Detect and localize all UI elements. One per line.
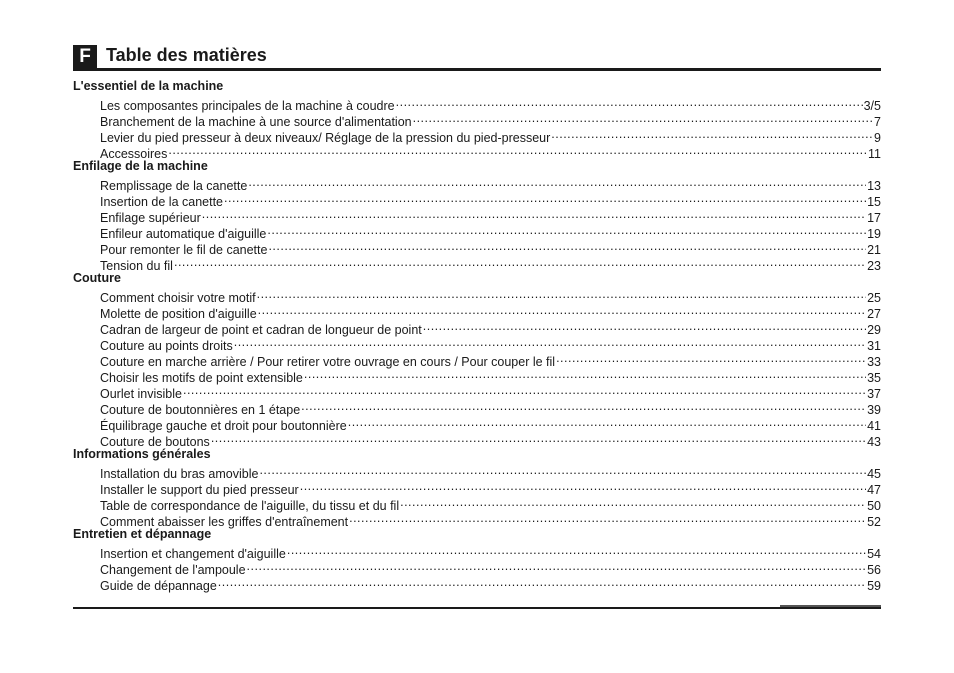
toc-entry-page-number: 13 xyxy=(867,179,881,193)
toc-entry-label: Insertion et changement d'aiguille xyxy=(100,547,286,561)
toc-entry[interactable] xyxy=(73,382,881,401)
toc-entry-label: Couture de boutons xyxy=(100,435,210,449)
toc-entry-leader-dots xyxy=(202,206,866,222)
toc-entry[interactable] xyxy=(73,254,881,273)
top-divider xyxy=(73,68,881,71)
toc-entry-label: Couture au points droits xyxy=(100,339,233,353)
toc-entry-leader-dots xyxy=(168,142,867,158)
toc-entry-page-number: 56 xyxy=(867,563,881,577)
toc-entry-label: Accessoires xyxy=(100,147,168,161)
toc-entry-leader-dots xyxy=(259,462,866,478)
toc-entry-leader-dots xyxy=(234,334,866,350)
toc-entry-page-number: 59 xyxy=(867,579,881,593)
toc-entry-page-number: 11 xyxy=(868,147,881,161)
toc-entry[interactable] xyxy=(73,398,881,417)
toc-entry-leader-dots xyxy=(551,126,873,142)
toc-section-heading: Informations générales xyxy=(73,447,211,461)
toc-entry-leader-dots xyxy=(400,494,866,510)
toc-entry-page-number: 29 xyxy=(867,323,881,337)
page-title: Table des matières xyxy=(106,45,267,65)
toc-entry-label: Installation du bras amovible xyxy=(100,467,259,481)
toc-entry-label: Molette de position d'aiguille xyxy=(100,307,257,321)
toc-entry-page-number: 52 xyxy=(867,515,881,529)
toc-entry[interactable] xyxy=(73,174,881,193)
toc-entry-page-number: 21 xyxy=(867,243,881,257)
toc-entry-label: Équilibrage gauche et droit pour boutonnière xyxy=(100,419,347,433)
toc-entry-label: Branchement de la machine à une source d'alimentation xyxy=(100,115,412,129)
toc-entry-leader-dots xyxy=(301,398,866,414)
toc-entry-leader-dots xyxy=(349,510,866,526)
toc-entry-label: Insertion de la canette xyxy=(100,195,223,209)
toc-entry-page-number: 41 xyxy=(867,419,881,433)
toc-entry-page-number: 47 xyxy=(867,483,881,497)
toc-section-heading: L'essentiel de la machine xyxy=(73,79,224,93)
toc-entry-page-number: 7 xyxy=(874,115,881,129)
toc-entry[interactable] xyxy=(73,142,881,161)
toc-entry-leader-dots xyxy=(248,174,866,190)
toc-entry-leader-dots xyxy=(300,478,866,494)
toc-entry-page-number: 27 xyxy=(867,307,881,321)
toc-entry-page-number: 54 xyxy=(867,547,881,561)
toc-entry-label: Installer le support du pied presseur xyxy=(100,483,299,497)
toc-entry-page-number: 37 xyxy=(867,387,881,401)
toc-entry[interactable] xyxy=(73,542,881,561)
toc-entry-label: Enfileur automatique d'aiguille xyxy=(100,227,267,241)
table-of-contents xyxy=(73,78,881,593)
toc-entry-label: Tension du fil xyxy=(100,259,173,273)
toc-entry-leader-dots xyxy=(183,382,866,398)
toc-entry-leader-dots xyxy=(224,190,866,206)
toc-entry-label: Couture en marche arrière / Pour retirer votre ouvrage en cours / Pour couper le fil xyxy=(100,355,556,369)
toc-entry-page-number: 19 xyxy=(867,227,881,241)
toc-entry-page-number: 35 xyxy=(867,371,881,385)
toc-entry-page-number: 45 xyxy=(867,467,881,481)
toc-entry-label: Couture de boutonnières en 1 étape xyxy=(100,403,301,417)
toc-entry-label: Comment choisir votre motif xyxy=(100,291,256,305)
toc-entry[interactable] xyxy=(73,94,881,113)
toc-entry-page-number: 39 xyxy=(867,403,881,417)
toc-entry-leader-dots xyxy=(556,350,866,366)
toc-entry-leader-dots xyxy=(258,302,866,318)
toc-entry-label: Changement de l'ampoule xyxy=(100,563,246,577)
bottom-divider xyxy=(73,607,881,609)
toc-entry-label: Ourlet invisible xyxy=(100,387,182,401)
toc-entry-label: Enfilage supérieur xyxy=(100,211,201,225)
toc-entry-label: Pour remonter le fil de canette xyxy=(100,243,268,257)
toc-entry-page-number: 33 xyxy=(867,355,881,369)
toc-entry-leader-dots xyxy=(247,558,867,574)
toc-entry[interactable] xyxy=(73,286,881,305)
toc-entry-label: Remplissage de la canette xyxy=(100,179,248,193)
toc-section-heading: Entretien et dépannage xyxy=(73,527,212,541)
toc-section-heading: Couture xyxy=(73,271,121,285)
toc-entry-label: Cadran de largeur de point et cadran de longueur de point xyxy=(100,323,422,337)
toc-entry-label: Levier du pied presseur à deux niveaux/ Réglage de la pression du pied-presseur xyxy=(100,131,551,145)
toc-entry-leader-dots xyxy=(396,94,863,110)
toc-entry-page-number: 17 xyxy=(867,211,881,225)
toc-entry-label: Choisir les motifs de point extensible xyxy=(100,371,303,385)
toc-entry[interactable] xyxy=(73,462,881,481)
toc-entry-page-number: 31 xyxy=(867,339,881,353)
toc-entry-label: Table de correspondance de l'aiguille, du tissu et du fil xyxy=(100,499,400,513)
language-badge: F xyxy=(73,45,97,69)
toc-section-heading: Enfilage de la machine xyxy=(73,159,208,173)
toc-entry-leader-dots xyxy=(257,286,866,302)
toc-entry-leader-dots xyxy=(268,238,866,254)
toc-entry-leader-dots xyxy=(174,254,866,270)
toc-entry-leader-dots xyxy=(348,414,866,430)
toc-entry-label: Guide de dépannage xyxy=(100,579,217,593)
toc-entry-page-number: 15 xyxy=(867,195,881,209)
toc-entry-leader-dots xyxy=(304,366,866,382)
toc-entry-leader-dots xyxy=(413,110,873,126)
toc-entry-label: Comment abaisser les griffes d'entraînement xyxy=(100,515,349,529)
toc-entry-leader-dots xyxy=(267,222,866,238)
toc-entry-leader-dots xyxy=(287,542,866,558)
toc-entry-page-number: 25 xyxy=(867,291,881,305)
toc-entry-page-number: 9 xyxy=(874,131,881,145)
toc-entry-page-number: 3/5 xyxy=(863,99,881,113)
page-header xyxy=(73,44,881,70)
toc-entry-leader-dots xyxy=(211,430,866,446)
toc-entry-label: Les composantes principales de la machine à coudre xyxy=(100,99,395,113)
toc-entry-leader-dots xyxy=(218,574,866,590)
toc-entry-leader-dots xyxy=(423,318,866,334)
toc-entry-page-number: 23 xyxy=(867,259,881,273)
toc-entry-page-number: 43 xyxy=(867,435,881,449)
toc-entry-page-number: 50 xyxy=(867,499,881,513)
bottom-divider-accent xyxy=(780,605,881,607)
